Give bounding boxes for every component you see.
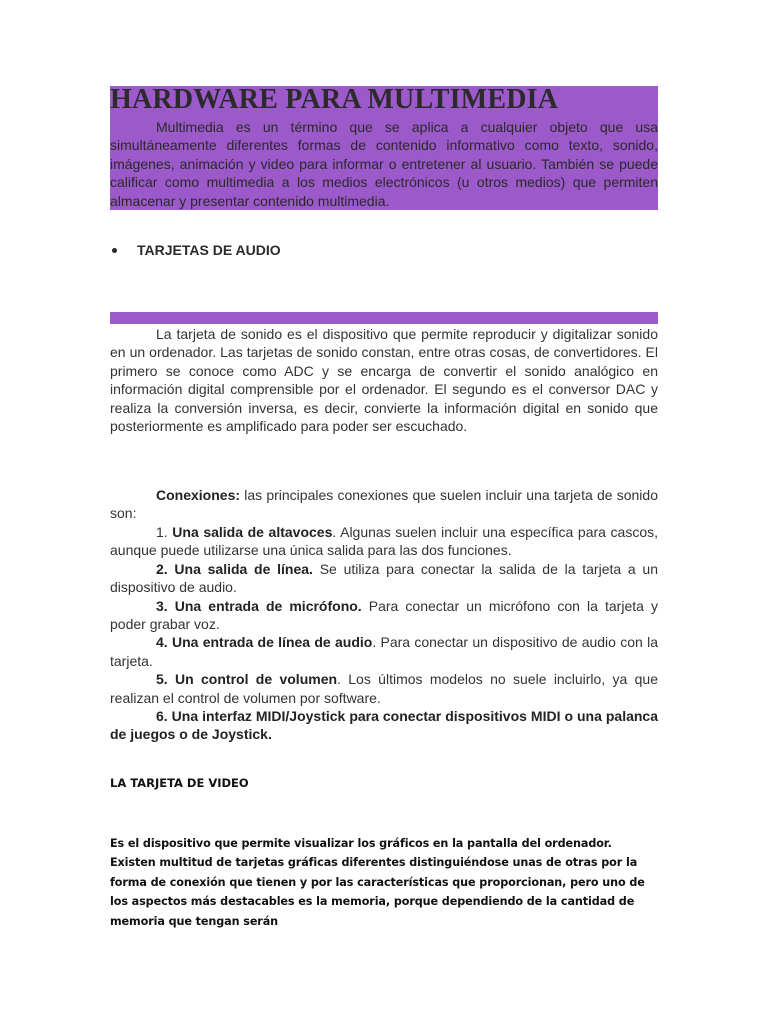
list-item-label: . Una salida de línea.	[163, 560, 313, 577]
purple-divider-bar	[110, 312, 658, 324]
list-item-number: 4.	[156, 634, 168, 651]
list-item-text: Se utiliza para conectar la salida de la tarjeta a un dispositivo de audio.	[110, 560, 659, 596]
list-item-text: . Los últimos modelos no suele incluirlo, ya que realizan el control de volumen por software.	[110, 671, 658, 706]
list-item-label: Un control de volumen	[167, 671, 338, 688]
intro-paragraph: Multimedia es un término que se aplica a cualquier objeto que usa simultáneamente diferentes formas de contenido informativo como texto, sonido, imágenes, animación y video para informar o entretener al usuario. También se puede calificar como multimedia a los medios electrónicos (u otros medios) que permiten almacenar y presentar contenido multimedia.	[110, 119, 658, 209]
list-item-label: Una entrada de línea de audio	[167, 634, 373, 651]
list-item-text: Para conectar un micrófono con la tarjeta y poder grabar voz.	[110, 597, 658, 633]
list-item-number: 1.	[156, 524, 173, 540]
list-item-number: 3	[156, 597, 164, 614]
connections-label: Conexiones:	[156, 487, 241, 503]
list-item	[110, 670, 658, 707]
list-item	[110, 560, 658, 597]
list-item	[110, 633, 658, 670]
list-item-label: . Una entrada de micrófono.	[163, 597, 362, 614]
list-item	[110, 707, 658, 744]
list-item-label: 6. Una interfaz MIDI/Joystick para conectar dispositivos MIDI o una palanca de juegos o de Joystick.	[110, 708, 658, 743]
bullet-icon	[112, 248, 117, 253]
list-item	[110, 523, 658, 560]
list-item-number: 2	[156, 560, 164, 577]
video-description-paragraph: Es el dispositivo que permite visualizar los gráficos en la pantalla del ordenador. Existen multitud de tarjetas gráficas diferentes distinguiéndose unas de otras por la forma de conexión que tienen y por las características que proporcionan, pero uno de los aspectos más destacables es la memoria, porque dependiendo de la cantidad de memoria que tengan serán	[110, 837, 645, 928]
list-item-text: . Para conectar un dispositivo de audio con la tarjeta.	[110, 634, 658, 669]
connections-intro-paragraph	[110, 486, 658, 523]
page-title: HARDWARE PARA MULTIMEDIA	[110, 84, 559, 115]
list-item-number: 5.	[156, 671, 168, 688]
connections-text: las principales conexiones que suelen incluir una tarjeta de sonido son:	[110, 487, 658, 522]
list-item-label: Una salida de altavoces	[172, 524, 333, 540]
section-heading-audio	[110, 242, 281, 258]
list-item-text: . Algunas suelen incluir una específica para cascos, aunque puede utilizarse una única salida para las dos funciones.	[110, 524, 658, 559]
connections-list	[110, 523, 658, 744]
audio-heading-text: TARJETAS DE AUDIO	[137, 242, 281, 258]
list-item	[110, 597, 658, 634]
video-section-heading: LA TARJETA DE VIDEO	[110, 776, 249, 790]
audio-description-paragraph: La tarjeta de sonido es el dispositivo que permite reproducir y digitalizar sonido en un ordenador. Las tarjetas de sonido constan, entre otras cosas, de convertidores. El primero se conoce como ADC y se encarga de convertir el sonido analógico en información digital comprensible por el ordenador. El segundo es el conversor DAC y realiza la conversión inversa, es decir, convierte la información digital en sonido que posteriormente es amplificado para poder ser escuchado.	[110, 326, 658, 435]
